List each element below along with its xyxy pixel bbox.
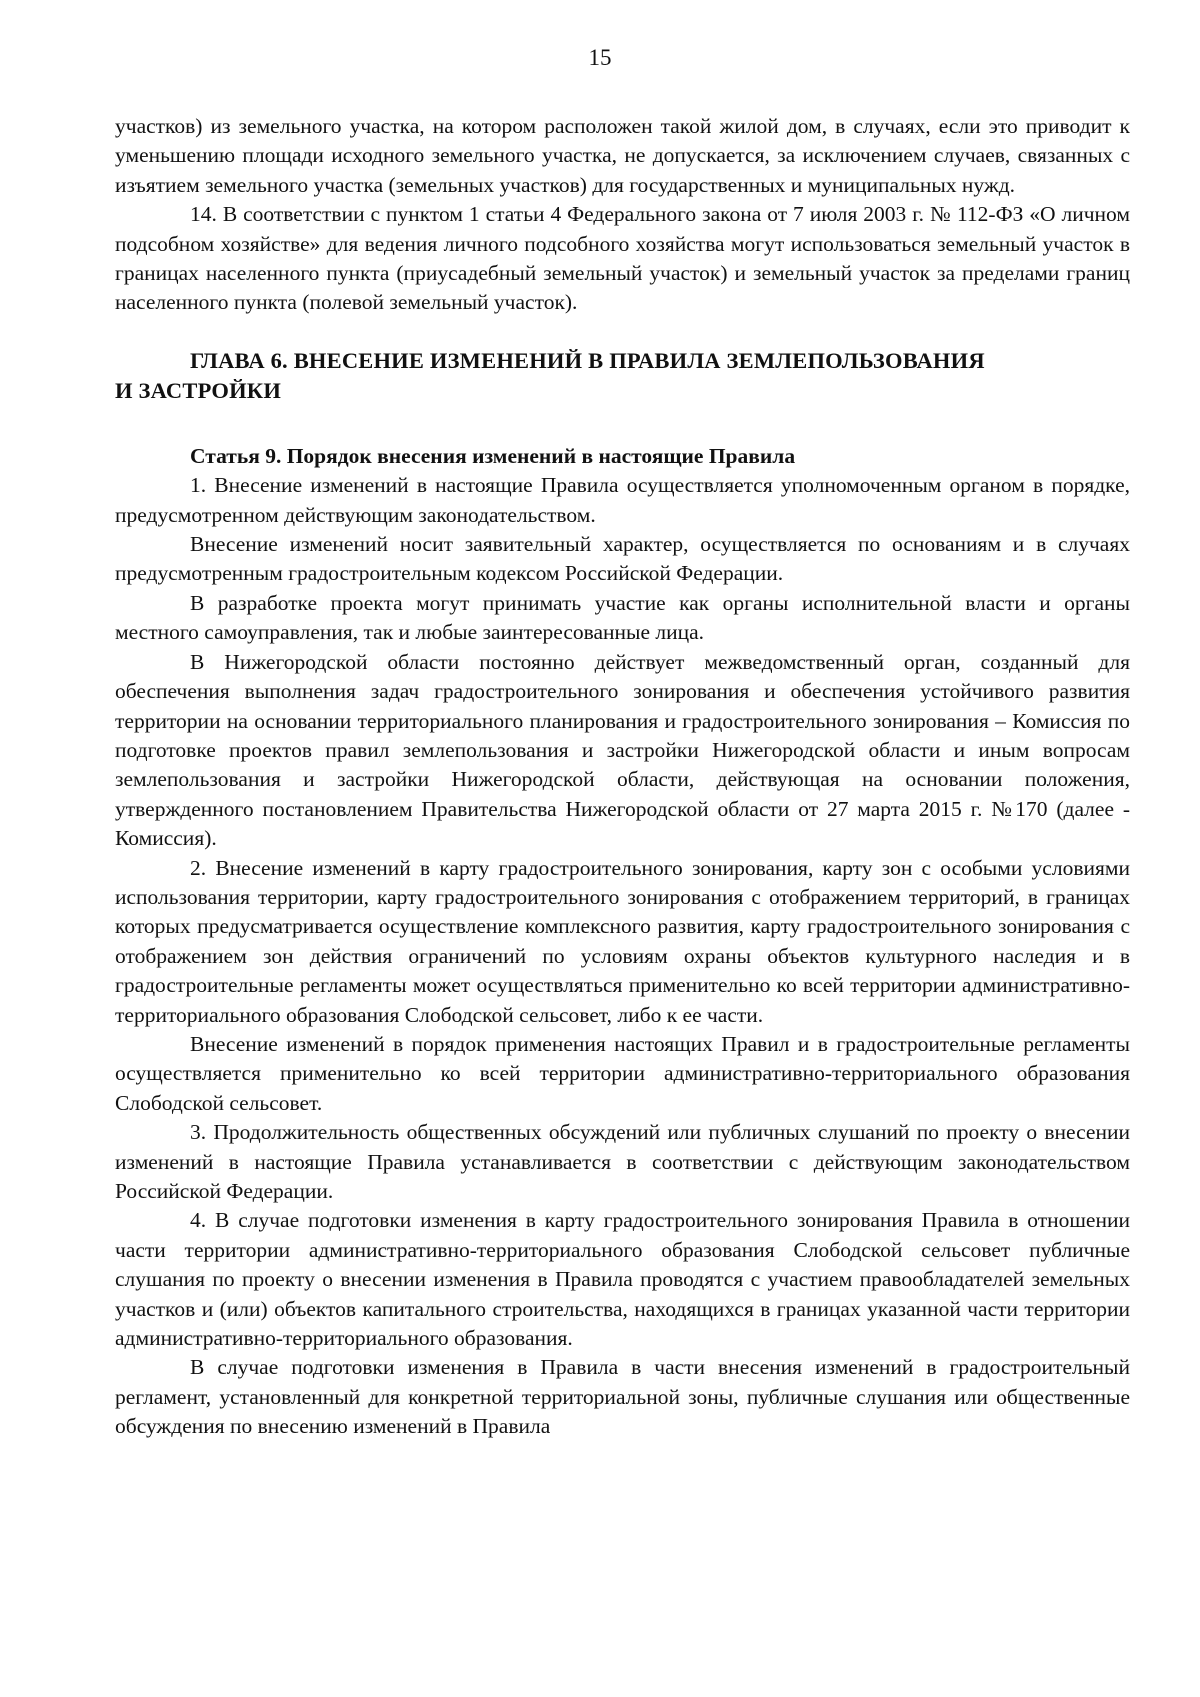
paragraph: В случае подготовки изменения в Правила в части внесения изменений в градостроительный регламент, установленный для конкретной территориальной зоны, публичные слушания или общественные обсуждения по внесению изменений в Правила xyxy=(115,1355,1130,1439)
paragraph: 2. Внесение изменений в карту градостроительного зонирования, карту зон с особыми условиями использования территории, карту градостроительного зонирования с отображением территорий, в границах которых предусматривается осуществление комплексного развития, карту градостроительного зонирования с отображением зон действия ограничений по условиям охраны объектов культурного наследия и в градостроительные регламенты может осуществляться применительно ко всей территории административно-территориального образования Слободской сельсовет, либо к ее части. xyxy=(115,855,1130,1027)
paragraph: 4. В случае подготовки изменения в карту градостроительного зонирования Правила в отношении части территории административно-территориального образования Слободской сельсовет публичные слушания по проекту о внесении изменения в Правила проводятся с участием правообладателей земельных участков и (или) объектов капитального строительства, находящихся в границах указанной части территории административно-территориального образования. xyxy=(115,1208,1130,1351)
paragraph-continuation: участков) из земельного участка, на котором расположен такой жилой дом, в случаях, если это приводит к уменьшению площади исходного земельного участка, не допускается, за исключением случаев, связанных с изъятием земельного участка (земельных участков) для государственных и муниципальных нужд. xyxy=(115,114,1130,197)
chapter-heading xyxy=(115,346,1130,406)
paragraph-item-14: 14. В соответствии с пунктом 1 статьи 4 Федерального закона от 7 июля 2003 г. № 112-ФЗ «О личном подсобном хозяйстве» для ведения личного подсобного хозяйства могут использоваться земельный участок в границах населенного пункта (приусадебный земельный участок) и земельный участок за пределами границ населенного пункта (полевой земельный участок). xyxy=(115,202,1130,315)
paragraph: Внесение изменений носит заявительный характер, осуществляется по основаниям и в случаях предусмотренным градостроительным кодексом Российской Федерации. xyxy=(115,532,1130,586)
paragraph: В разработке проекта могут принимать участие как органы исполнительной власти и органы местного самоуправления, так и любые заинтересованные лица. xyxy=(115,590,1130,645)
chapter-heading-line1: ГЛАВА 6. ВНЕСЕНИЕ ИЗМЕНЕНИЙ В ПРАВИЛА ЗЕМЛЕПОЛЬЗОВАНИЯ xyxy=(190,347,985,373)
document-body xyxy=(115,112,1130,1442)
paragraph: 3. Продолжительность общественных обсуждений или публичных слушаний по проекту о внесении изменений в настоящие Правила устанавливается в соответствии с действующим законодательством Российской Федерации. xyxy=(115,1120,1130,1203)
paragraph: Внесение изменений в порядок применения настоящих Правил и в градостроительные регламенты осуществляется применительно ко всей территории административно-территориального образования Слободской сельсовет. xyxy=(115,1031,1130,1115)
article-heading: Статья 9. Порядок внесения изменений в настоящие Правила xyxy=(190,443,796,468)
chapter-heading-line2: И ЗАСТРОЙКИ xyxy=(115,377,282,403)
page-number: 15 xyxy=(588,45,612,70)
paragraph: 1. Внесение изменений в настоящие Правила осуществляется уполномоченным органом в порядке, предусмотренном действующим законодательством. xyxy=(115,473,1130,527)
paragraph: В Нижегородской области постоянно действует межведомственный орган, созданный для обеспечения выполнения задач градостроительного зонирования и обеспечения устойчивого развития территории на основании территориального планирования и градостроительного зонирования – Комиссия по подготовке проектов правил землепользования и застройки Нижегородской области и иным вопросам землепользования и застройки Нижегородской области, действующая на основании положения, утвержденного постановлением Правительства Нижегородской области от 27 марта 2015 г. №170 (далее - Комиссия). xyxy=(115,649,1130,851)
